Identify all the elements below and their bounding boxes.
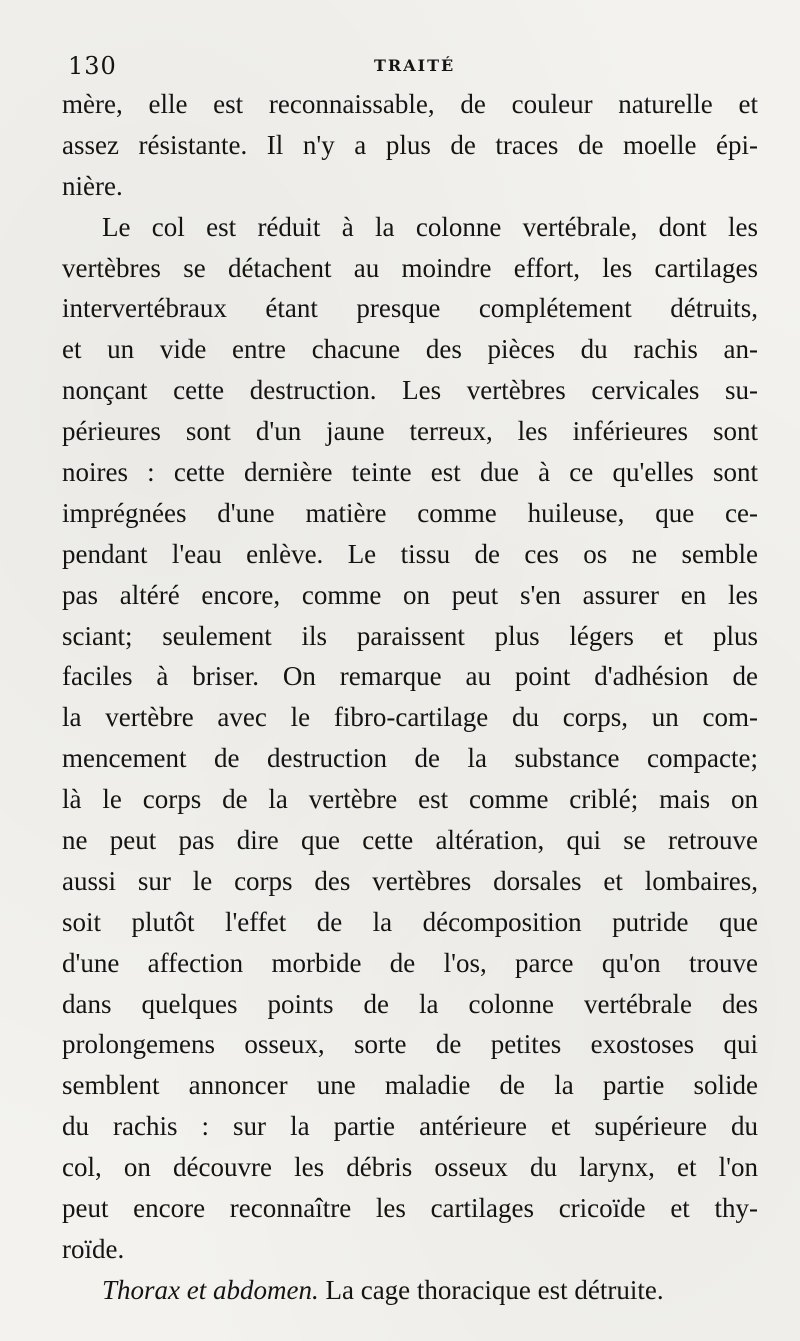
text-line: là le corps de la vertèbre est comme criblé; mais on: [62, 784, 758, 815]
paragraph-1: [62, 84, 758, 207]
page-body: [62, 84, 758, 1311]
text-line: soit plutôt l'effet de la décomposition putride que: [62, 906, 758, 937]
text-line: vertèbres se détachent au moindre effort, les cartilages: [62, 252, 758, 283]
text-line: d'une affection morbide de l'os, parce qu'on trouve: [62, 947, 758, 978]
text-line: semblent annoncer une maladie de la partie solide: [62, 1070, 758, 1101]
text-line: peut encore reconnaître les cartilages cricoïde et thy-: [62, 1193, 758, 1224]
text-line: pendant l'eau enlève. Le tissu de ces os ne semble: [62, 538, 758, 569]
text-line: mencement de destruction de la substance compacte;: [62, 743, 758, 774]
text-line: dans quelques points de la colonne vertébrale des: [62, 988, 758, 1019]
running-head: TRAITÉ: [374, 56, 456, 75]
paragraph-3: [62, 1270, 758, 1311]
text-run: La cage thoracique est détruite.: [325, 1274, 664, 1305]
page-header: [62, 44, 758, 84]
page-number: 130: [68, 52, 117, 80]
paragraph-2: [62, 207, 758, 1270]
text-line: prolongemens osseux, sorte de petites exostoses qui: [62, 1029, 758, 1060]
text-line: intervertébraux étant presque complétement détruits,: [62, 293, 758, 324]
text-line: aussi sur le corps des vertèbres dorsales et lombaires,: [62, 865, 758, 896]
text-line: col, on découvre les débris osseux du larynx, et l'on: [62, 1152, 758, 1183]
text-line: nonçant cette destruction. Les vertèbres cervicales su-: [62, 375, 758, 406]
text-line: noires : cette dernière teinte est due à ce qu'elles sont: [62, 457, 758, 488]
text-line: imprégnées d'une matière comme huileuse, que ce-: [62, 497, 758, 528]
text-line: pas altéré encore, comme on peut s'en assurer en les: [62, 579, 758, 610]
text-line: périeures sont d'un jaune terreux, les inférieures sont: [62, 416, 758, 447]
text-line: mère, elle est reconnaissable, de couleur naturelle et: [62, 89, 758, 119]
text-line: ne peut pas dire que cette altération, qui se retrouve: [62, 825, 758, 856]
text-line: [62, 1270, 758, 1311]
text-line: du rachis : sur la partie antérieure et supérieure du: [62, 1111, 758, 1142]
text-line: la vertèbre avec le fibro-cartilage du corps, un com-: [62, 702, 758, 733]
text-line: assez résistante. Il n'y a plus de traces de moelle épi-: [62, 129, 758, 160]
text-line: sciant; seulement ils paraissent plus légers et plus: [62, 620, 758, 651]
text-line: nière.: [62, 170, 123, 201]
text-line: faciles à briser. On remarque au point d'adhésion de: [62, 661, 758, 692]
text-line: et un vide entre chacune des pièces du rachis an-: [62, 334, 758, 365]
text-line: Le col est réduit à la colonne vertébrale, dont les: [102, 211, 758, 242]
text-line: roïde.: [62, 1233, 125, 1264]
section-heading: Thorax et abdomen.: [102, 1274, 319, 1305]
